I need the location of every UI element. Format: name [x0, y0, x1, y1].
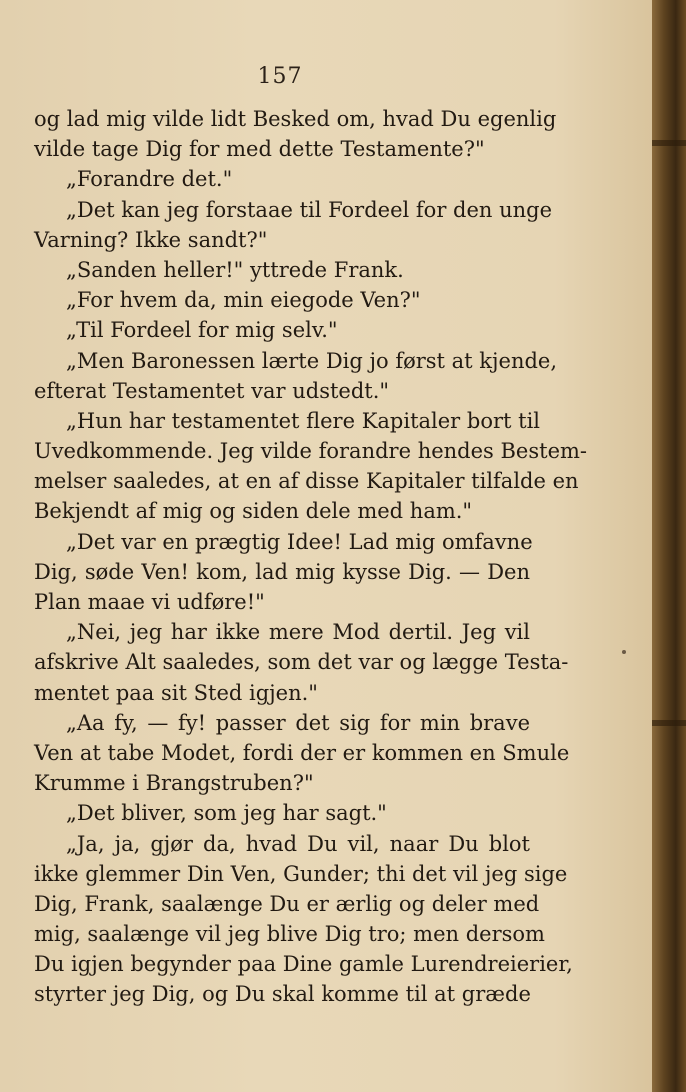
body-text: [34, 104, 588, 1010]
text-line: „Hun har testamentet flere Kapitaler bort til: [66, 408, 540, 433]
text-line: afskrive Alt saaledes, som det var og lægge Testa-: [34, 650, 569, 675]
text-line: „Men Baronessen lærte Dig jo først at kjende,: [66, 348, 558, 373]
text-line: „For hvem da, min eiegode Ven?": [66, 288, 421, 313]
text-line: Dig, søde Ven! kom, lad mig kysse Dig. — Den: [34, 559, 530, 584]
text-line: „Forandre det.": [66, 167, 233, 192]
text-line: „Det bliver, som jeg har sagt.": [66, 801, 387, 826]
text-line: Dig, Frank, saalænge Du er ærlig og deler med: [34, 891, 540, 916]
text-line: vilde tage Dig for med dette Testamente?": [34, 137, 485, 162]
page-number: 157: [257, 64, 303, 89]
text-line: Du igjen begynder paa Dine gamle Lurendreierier,: [34, 952, 573, 977]
text-line: „Ja, ja, gjør da, hvad Du vil, naar Du blot: [66, 831, 530, 856]
text-line: mentet paa sit Sted igjen.": [34, 680, 318, 705]
text-line: mig, saalænge vil jeg blive Dig tro; men dersom: [34, 922, 545, 947]
text-line: Uvedkommende. Jeg vilde forandre hendes Bestem-: [34, 439, 588, 464]
text-line: styrter jeg Dig, og Du skal komme til at græde: [34, 982, 531, 1007]
text-line: „Til Fordeel for mig selv.": [66, 318, 338, 343]
text-line: efterat Testamentet var udstedt.": [34, 378, 390, 403]
spine-band: [652, 140, 686, 146]
text-line: Bekjendt af mig og siden dele med ham.": [34, 499, 473, 524]
text-line: Ven at tabe Modet, fordi der er kommen en Smule: [34, 740, 570, 765]
book-spine: [652, 0, 686, 1092]
text-line: „Det var en prægtig Idee! Lad mig omfavne: [66, 529, 533, 554]
text-line: og lad mig vilde lidt Besked om, hvad Du egenlig: [34, 107, 557, 131]
text-line: ikke glemmer Din Ven, Gunder; thi det vil jeg sige: [34, 861, 568, 886]
text-line: Varning? Ikke sandt?": [34, 227, 268, 252]
text-line: melser saaledes, at en af disse Kapitaler tilfalde en: [34, 469, 579, 494]
spine-band: [652, 720, 686, 726]
text-line: „Aa fy, — fy! passer det sig for min brave: [66, 710, 530, 735]
text-line: Krumme i Brangstruben?": [34, 771, 314, 796]
text-line: „Det kan jeg forstaae til Fordeel for den unge: [66, 197, 553, 222]
text-line: „Nei, jeg har ikke mere Mod dertil. Jeg vil: [66, 620, 530, 645]
text-line: „Sanden heller!" yttrede Frank.: [66, 257, 404, 282]
ink-speck: [622, 650, 626, 654]
text-line: Plan maae vi udføre!": [34, 590, 265, 614]
